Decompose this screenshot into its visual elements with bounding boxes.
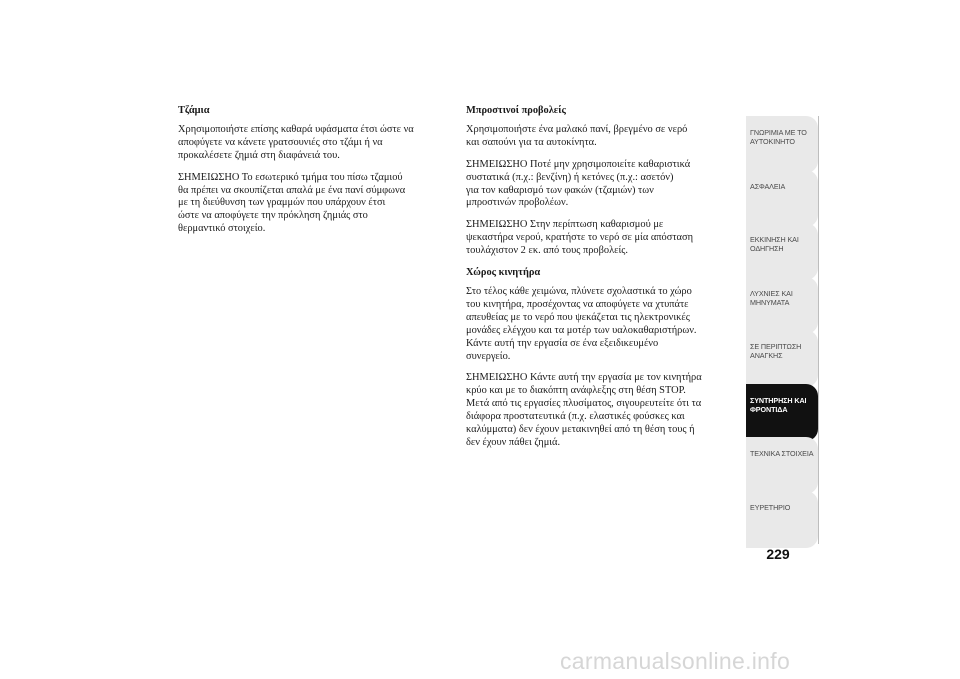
text-line: και σαπούνι για τα αυτοκίνητα. — [466, 136, 597, 148]
glass-paragraph — [178, 172, 453, 237]
text-line: ΣΗΜΕΙΩΣΗΟ Το εσωτερικό τμήμα του πίσω τζαμιού — [178, 171, 403, 183]
text-line: ώστε να αποφύγετε την πρόκληση ζημιάς στο — [178, 210, 368, 222]
left-column — [178, 105, 453, 245]
tab-label: ΕΥΡΕΤΗΡΙΟ — [750, 502, 791, 512]
tab-divider-line — [818, 116, 819, 544]
heading-headlights: Μπροστινοί προβολείς — [466, 105, 566, 116]
engine-bay-paragraph — [466, 372, 746, 449]
text-line: μονάδες ελέγχου και τα μοτέρ των υαλοκαθαριστήρων. — [466, 324, 697, 336]
tab-label: ΤΕΧΝΙΚΑ ΣΤΟΙΧΕΙΑ — [750, 449, 814, 458]
tab-label: ΕΚΚΙΝΗΣΗ ΚΑΙ — [750, 235, 799, 244]
text-line: θερμαντικό στοιχείο. — [178, 223, 266, 235]
text-line: Στο τέλος κάθε χειμώνα, πλύνετε σχολαστικά το χώρο — [466, 285, 692, 297]
text-line: τουλάχιστον 2 εκ. από τους προβολείς. — [466, 245, 628, 257]
headlights-paragraph — [466, 219, 746, 258]
left-body — [178, 124, 453, 236]
right-column — [466, 105, 746, 459]
text-line: διάφορα προστατευτικά (π.χ. ελαστικές φούσκες και — [466, 411, 685, 423]
tab-label: ΑΣΦΑΛΕΙΑ — [750, 181, 786, 191]
text-line: ψεκαστήρα νερού, κρατήστε το νερό σε μία απόσταση — [466, 232, 694, 244]
text-line: αποφύγετε να κάνετε γρατσουνιές στο τζάμι ή να — [178, 136, 383, 148]
text-line: ΣΗΜΕΙΩΣΗΟ Κάντε αυτή την εργασία με τον κινητήρα — [466, 372, 702, 384]
text-line: απευθείας με το νερό που ψεκάζεται τις ηλεκτρονικές — [466, 311, 690, 323]
text-line: Κάντε αυτή την εργασία σε ένα εξειδικευμένο — [466, 337, 659, 349]
engine-bay-paragraph — [466, 286, 746, 363]
page-number: 229 — [766, 546, 790, 562]
tab-label: ΓΝΩΡΙΜΙΑ ΜΕ ΤΟ — [750, 128, 807, 137]
tab-getting-to-know[interactable] — [746, 116, 818, 173]
text-line: Μετά από τις εργασίες πλυσίματος, σιγουρευτείτε ότι τα — [466, 398, 702, 410]
text-line: μπροστινών προβολέων. — [466, 197, 569, 209]
tab-label: ΣΕ ΠΕΡΙΠΤΩΣΗ — [750, 342, 802, 351]
tab-starting-driving[interactable] — [746, 223, 818, 280]
text-line: ΣΗΜΕΙΩΣΗΟ Ποτέ μην χρησιμοποιείτε καθαριστικά — [466, 158, 691, 170]
text-line: προκαλέσετε ζημιά στη διαφάνειά του. — [178, 149, 340, 161]
tab-index[interactable] — [746, 491, 818, 548]
tab-maintenance-care[interactable] — [746, 384, 818, 441]
tab-safety[interactable] — [746, 170, 818, 227]
tab-emergency[interactable] — [746, 330, 818, 387]
text-line: κρύο και με το διακόπτη ανάφλεξης στη θέση STOP. — [466, 385, 686, 397]
text-line: του κινητήρα, προσέχοντας να αποφύγετε να χτυπάτε — [466, 298, 689, 310]
text-line: Χρησιμοποιήστε ένα μαλακό πανί, βρεγμένο σε νερό — [466, 123, 688, 135]
tab-label: ΦΡΟΝΤΙΔΑ — [750, 404, 788, 414]
text-line: Χρησιμοποιήστε επίσης καθαρά υφάσματα έτσι ώστε να — [178, 123, 414, 135]
text-line: για τον καθαρισμό των φακών (τζαμιών) των — [466, 184, 654, 196]
tab-label: ΜΗΝΥΜΑΤΑ — [750, 297, 790, 307]
text-line: ΣΗΜΕΙΩΣΗΟ Στην περίπτωση καθαρισμού με — [466, 219, 664, 231]
engine-bay-body — [466, 286, 746, 450]
heading-engine-bay: Χώρος κινητήρα — [466, 267, 541, 279]
tab-label: ΣΥΝΤΗΡΗΣΗ ΚΑΙ — [750, 395, 807, 405]
glass-paragraph — [178, 124, 453, 163]
tab-label: ΑΥΤΟΚΙΝΗΤΟ — [750, 137, 795, 146]
headlights-paragraph — [466, 159, 746, 211]
text-line: συστατικά (π.χ.: βενζίνη) ή κετόνες (π.χ.: ασετόν) — [466, 171, 674, 183]
watermark: carmanualsonline.info — [560, 648, 791, 674]
text-line: δεν έχουν πάθει ζημιά. — [466, 436, 561, 448]
tab-label: ΑΝΑΓΚΗΣ — [750, 351, 783, 360]
text-line: θα πρέπει να σκουπίζεται απαλά με ένα πανί σύμφωνα — [178, 184, 406, 196]
heading-glass: Τζάμια — [178, 105, 210, 116]
tab-technical-data[interactable] — [746, 437, 818, 494]
tab-label: ΟΔΗΓΗΣΗ — [750, 244, 784, 253]
text-line: συνεργείο. — [466, 350, 511, 362]
headlights-paragraph — [466, 124, 746, 150]
tab-label: ΛΥΧΝΙΕΣ ΚΑΙ — [750, 288, 793, 298]
headlights-body — [466, 124, 746, 258]
text-line: καλύμματα) δεν έχουν μετακινηθεί από τη θέση τους ή — [466, 424, 695, 436]
text-line: με τη διεύθυνση των γραμμών που υπάρχουν έτσι — [178, 197, 386, 209]
tab-warning-lights[interactable] — [746, 277, 818, 334]
